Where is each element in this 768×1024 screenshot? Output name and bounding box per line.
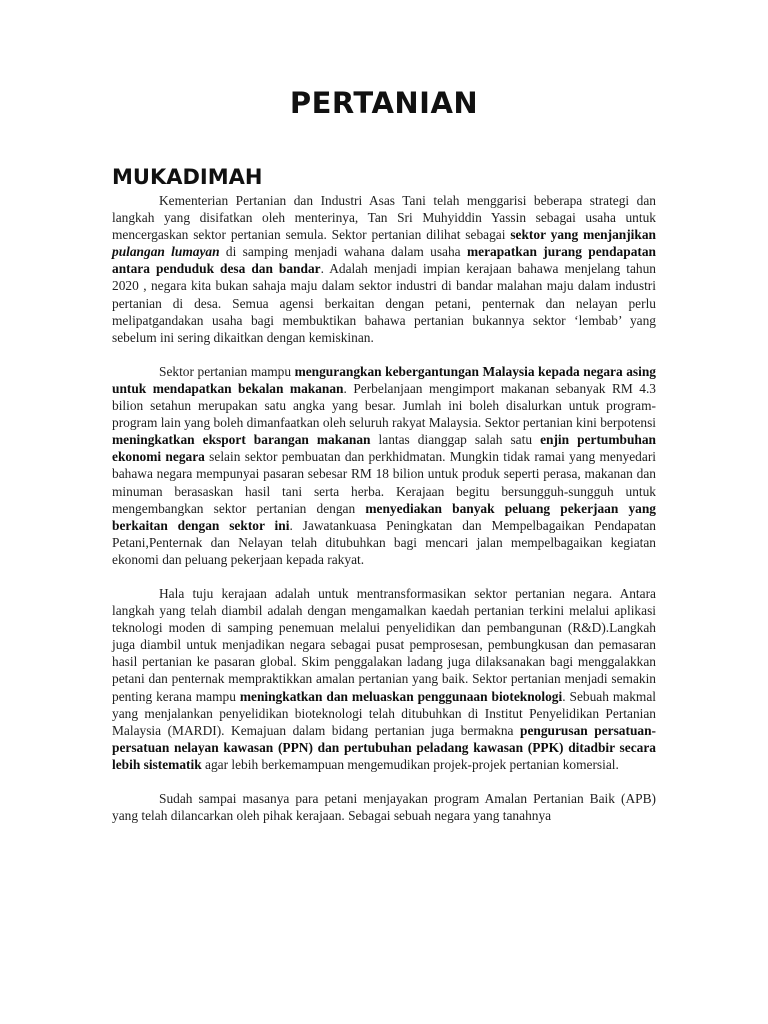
paragraph-text: Sektor pertanian mampu [159, 363, 295, 379]
paragraph [112, 363, 656, 568]
paragraph [112, 585, 656, 773]
paragraph-text: . Adalah menjadi impian kerajaan bahawa menjelang tahun 2020 , negara kita bukan sahaja maju dalam sektor industri di bandar malahan maju dalam industri pertanian di desa. Semua agensi berkaitan dengan petani, penternak dan nelayan perlu melipatgandakan usaha bagi membuktikan bahawa pertanian bukannya sektor ‘lembab’ yang sebelum ini sering dikaitkan dengan kemiskinan. [112, 261, 656, 345]
emphasis-text: meningkatkan eksport barangan makanan [112, 432, 371, 448]
emphasis-text: sektor yang menjanjikan [510, 227, 656, 243]
paragraph-text: Hala tuju kerajaan adalah untuk mentransformasikan sektor pertanian negara. Antara langkah yang telah diambil adalah dengan mengamalkan kaedah pertanian terkini melalui aplikasi teknologi moden di samping penemuan melalui penyelidikan dan pembangunan (R&D).Langkah juga diambil untuk menjadikan negara sebagai pusat pemprosesan, pembungkusan dan pemasaran hasil pertanian ke pasaran global. Skim penggalakan ladang juga dilaksanakan bagi menggalakkan petani dan penternak mempraktikkan amalan pertanian yang baik. Sektor pertanian menjadi semakin penting kerana mampu [112, 585, 656, 704]
paragraph-text: selain sektor pembuatan dan perkhidmatan. Mungkin tidak ramai yang menyedari bahawa negara mempunyai pasaran sebesar RM 18 bilion untuk produk seperti perasa, makanan dan minuman berasaskan hasil tani serta herba. Kerajaan begitu bersungguh-sungguh untuk mengembangkan sektor pertanian dengan [112, 449, 657, 516]
paragraph-text: . Jawatankuasa Peningkatan dan Mempelbagaikan Pendapatan Petani,Penternak dan Nelayan telah ditubuhkan bagi mencari jalan mempelbagaikan kegiatan ekonomi dan peluang pekerjaan kepada rakyat. [112, 517, 656, 567]
emphasis-text: merapatkan jurang pendapatan antara penduduk desa dan bandar [112, 244, 656, 277]
section-heading-mukadimah: MUKADIMAH [112, 165, 263, 189]
document-title: PERTANIAN [289, 86, 479, 120]
paragraph [112, 790, 656, 824]
emphasis-text: menyediakan banyak peluang pekerjaan yang berkaitan dengan sektor ini [112, 500, 657, 533]
document-body [112, 192, 656, 841]
emphasis-text: meningkatkan dan meluaskan penggunaan bioteknologi [239, 688, 563, 704]
emphasis-text: enjin pertumbuhan ekonomi negara [112, 432, 656, 465]
paragraph-text: . Sebuah makmal yang menjalankan penyelidikan bioteknologi telah ditubuhkan di Institut Penyelidikan Pertanian Malaysia (MARDI). Kemajuan dalam bidang pertanian juga bermakna [112, 688, 656, 738]
paragraph [112, 192, 656, 346]
paragraph-text: . Perbelanjaan mengimport makanan sebanyak RM 4.3 bilion setahun merupakan satu angka yang besar. Jumlah ini boleh disalurkan untuk program-program lain yang boleh dimanfaatkan oleh seluruh rakyat Malaysia. Sektor pertanian kini berpotensi [112, 380, 657, 431]
paragraph-text: lantas dianggap salah satu [370, 432, 541, 448]
paragraph-text: agar lebih berkemampuan mengemudikan projek-projek pertanian komersial. [201, 756, 619, 772]
paragraph-text: Kementerian Pertanian dan Industri Asas Tani telah menggarisi beberapa strategi dan langkah yang disifatkan oleh menterinya, Tan Sri Muhyiddin Yassin sebagai usaha untuk mencergaskan sektor pertanian semula. Sektor pertanian dilihat sebagai [112, 193, 656, 243]
paragraph-text: di samping menjadi wahana dalam usaha [219, 244, 467, 260]
emphasis-text: pulangan lumayan [112, 244, 220, 260]
paragraph-text: Sudah sampai masanya para petani menjayakan program Amalan Pertanian Baik (APB) yang telah dilancarkan oleh pihak kerajaan. Sebagai sebuah negara yang tanahnya [112, 791, 656, 824]
emphasis-text: mengurangkan kebergantungan Malaysia kepada negara asing untuk mendapatkan bekalan makanan [112, 363, 656, 396]
emphasis-text: pengurusan persatuan-persatuan nelayan kawasan (PPN) dan pertubuhan peladang kawasan (PPK) ditadbir secara lebih sistematik [112, 722, 656, 772]
